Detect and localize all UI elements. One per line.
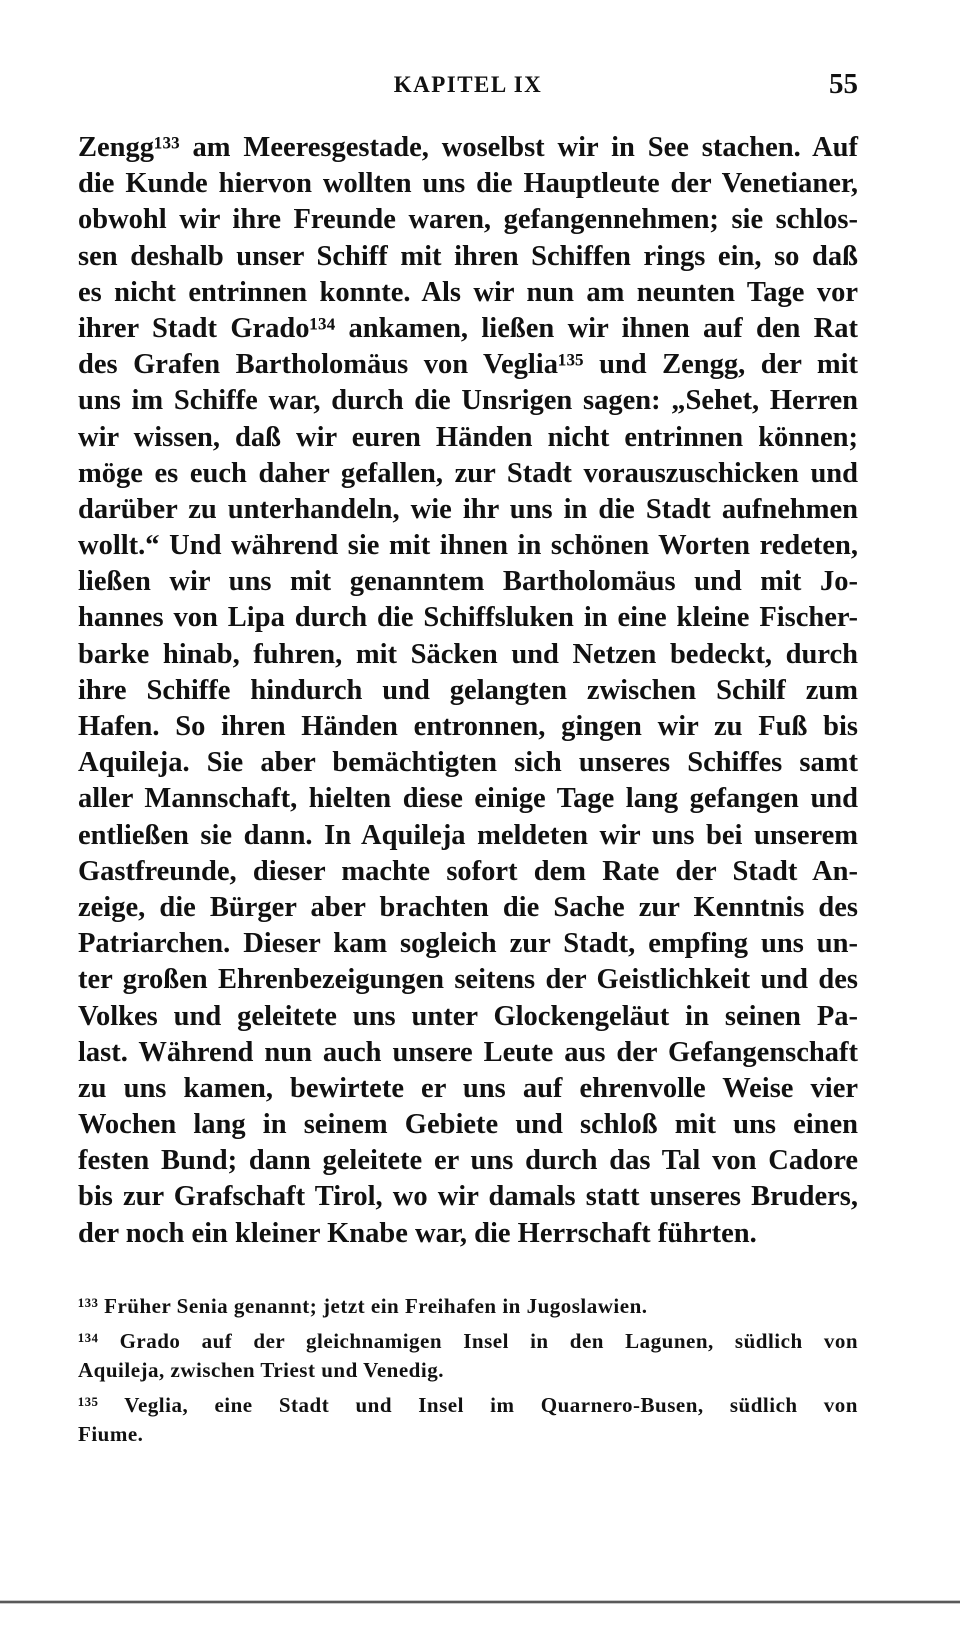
text-line: des Grafen Bartholomäus von Veglia¹³⁵ und Zengg, der mit — [78, 349, 858, 381]
text-line: Aquileja. Sie aber bemächtigten sich unseres Schiffes samt — [78, 747, 858, 779]
footnote-line: ¹³⁵ Veglia, eine Stadt und Insel im Quarnero-Busen, südlich von — [78, 1393, 858, 1417]
text-line: möge es euch daher gefallen, zur Stadt vorauszuschicken und — [78, 457, 858, 489]
text-line: Hafen. So ihren Händen entronnen, gingen wir zu Fuß bis — [78, 711, 858, 742]
text-line: ter großen Ehrenbezeigungen seitens der Geistlichkeit und des — [78, 964, 858, 996]
text-line: ließen wir uns mit genanntem Bartholomäus und mit Jo- — [78, 566, 858, 598]
text-line: wir wissen, daß wir euren Händen nicht entrinnen können; — [78, 421, 858, 453]
footnote-135 — [78, 1391, 858, 1449]
text-line: Patriarchen. Dieser kam sogleich zur Stadt, empfing uns un- — [78, 928, 858, 960]
text-line-last: der noch ein kleiner Knabe war, die Herrschaft führten. — [78, 1217, 757, 1249]
footnote-line: Aquileja, zwischen Triest und Venedig. — [78, 1358, 444, 1382]
text-line: sen deshalb unser Schiff mit ihren Schiffen rings ein, so daß — [78, 240, 858, 272]
footnote-134 — [78, 1327, 858, 1385]
page-number: 55 — [829, 68, 858, 100]
text-line: wollt.“ Und während sie mit ihnen in schönen Worten redeten, — [78, 530, 858, 562]
text-line: darüber zu unterhandeln, wie ihr uns in die Stadt aufnehmen — [78, 493, 858, 525]
body-text — [78, 130, 858, 1252]
footnote-line: ¹³⁴ Grado auf der gleichnamigen Insel in den Lagunen, südlich von — [78, 1329, 858, 1353]
text-line: die Kunde hiervon wollten uns die Hauptleute der Venetianer, — [78, 168, 858, 200]
text-line: barke hinab, fuhren, mit Säcken und Netzen bedeckt, durch — [78, 638, 858, 670]
text-line: obwohl wir ihre Freunde waren, gefangennehmen; sie schlos- — [78, 204, 858, 236]
text-line: es nicht entrinnen konnte. Als wir nun am neunten Tage vor — [78, 276, 858, 308]
footnote-133 — [78, 1292, 858, 1321]
text-line: uns im Schiffe war, durch die Unsrigen sagen: „Sehet, Herren — [78, 385, 858, 417]
footnote-line: Fiume. — [78, 1422, 144, 1446]
text-line: Volkes und geleitete uns unter Glockengeläut in seinen Pa- — [78, 1000, 858, 1032]
footnotes — [78, 1292, 858, 1449]
page-header — [78, 68, 858, 108]
text-line: last. Während nun auch unsere Leute aus der Gefangenschaft — [78, 1036, 858, 1068]
text-line: festen Bund; dann geleitete er uns durch das Tal von Cadore — [78, 1145, 858, 1177]
text-line: hannes von Lipa durch die Schiffsluken in eine kleine Fischer- — [78, 602, 858, 634]
text-line: bis zur Grafschaft Tirol, wo wir damals statt unseres Bruders, — [78, 1181, 858, 1213]
text-line: Wochen lang in seinem Gebiete und schloß mit uns einen — [78, 1109, 858, 1141]
text-line: Zengg¹³³ am Meeresgestade, woselbst wir in See stachen. Auf — [78, 132, 858, 163]
text-line: entließen sie dann. In Aquileja meldeten wir uns bei unserem — [78, 819, 858, 851]
footnote-line: ¹³³ Früher Senia genannt; jetzt ein Freihafen in Jugoslawien. — [78, 1294, 648, 1318]
running-head: KAPITEL IX — [393, 72, 543, 97]
text-line: zeige, die Bürger aber brachten die Sache zur Kenntnis des — [78, 891, 858, 923]
text-line: ihre Schiffe hindurch und gelangten zwischen Schilf zum — [78, 674, 858, 706]
text-line: Gastfreunde, dieser machte sofort dem Rate der Stadt An- — [78, 855, 858, 887]
text-line: zu uns kamen, bewirtete er uns auf ehrenvolle Weise vier — [78, 1072, 858, 1104]
text-line: aller Mannschaft, hielten diese einige Tage lang gefangen und — [78, 783, 858, 815]
text-line: ihrer Stadt Grado¹³⁴ ankamen, ließen wir ihnen auf den Rat — [78, 312, 858, 344]
page-bottom-edge — [0, 1600, 960, 1625]
